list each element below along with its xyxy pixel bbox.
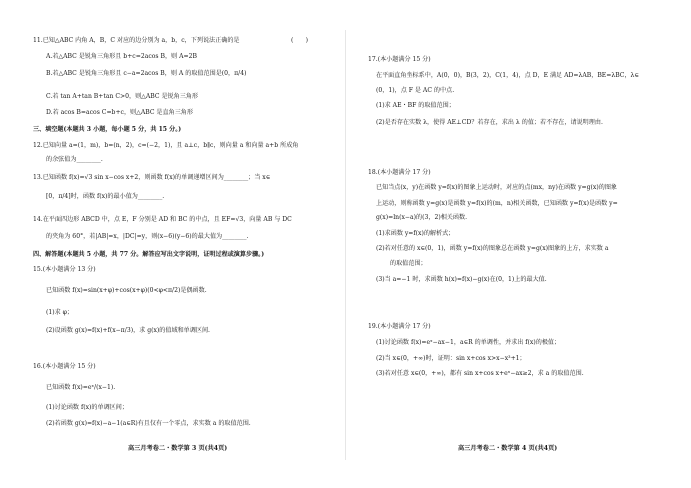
- section-3-heading: 三、填空题(本题共 3 小题，每小题 5 分，共 15 分。): [33, 126, 182, 133]
- q15-line-2: (1)求 φ；: [46, 309, 74, 316]
- q18-line-4: (1)求函数 y=f(x)的解析式；: [376, 230, 455, 237]
- q11-stem: 11.已知△ABC 内角 A，B，C 对应的边分别为 a，b，c，下列说法正确的是: [33, 37, 240, 44]
- q11-option-c: C.若 tan A+tan B+tan C>0，则△ABC 是锐角三角形: [46, 93, 199, 100]
- q18-line-6: 的取值范围；: [390, 260, 427, 267]
- q11-option-b: B.若△ABC 是锐角三角形且 c−a=2acos B，则 A 的取值范围是(0，π/4): [46, 70, 247, 77]
- page-3-footer: 高三月考卷二・数学第 3 页(共4页): [128, 445, 228, 452]
- q19-line-2: (2)当 x∈(0，+∞)时，证明：sin x+cos x>x−x³+1；: [376, 355, 526, 362]
- q17-line-3: (1)求 AE・BF 的取值范围；: [376, 102, 455, 109]
- q14-line-2: 的夹角为 60°，若|AB|=x，|DC|=y，则(x−6)(y−6)的最大值为________.: [46, 233, 249, 240]
- q15-line-3: (2)设函数 g(x)=f(x)+f(x−π/3)，求 g(x)的值域和单调区间.: [46, 327, 210, 334]
- q16-line-1: 已知函数 f(x)=eˣ/(x−1).: [46, 384, 116, 391]
- q18-line-2: 上运动，则称函数 y=g(x)是函数 y=f(x)的(m，n)相关函数，已知函数 y=f(x)是函数 y=: [376, 200, 618, 207]
- q18-line-1: 已知当点(x，y)在函数 y=f(x)的图象上运动时，对应的点(mx，ny)在函数 y=g(x)的图象: [376, 184, 618, 191]
- q18-line-3: g(x)=ln(x−a)的(3，2)相关函数.: [376, 214, 468, 221]
- q12-line-2: 的余弦值为________.: [46, 156, 103, 163]
- q14-line-1: 14.在平面四边形 ABCD 中，点 E，F 分别是 AD 和 BC 的中点，且 EF=√3，向量 AB 与 DC: [33, 216, 292, 223]
- q16-line-2: (1)讨论函数 f(x)的单调区间；: [46, 404, 128, 411]
- q13-line-1: 13.已知函数 f(x)=√3 sin x−cos x+2，则函数 f(x)的单调递增区间为________；当 x∈: [33, 174, 271, 181]
- q12-line-1: 12.已知向量 a=(1，m)，b=(n，2)，c=(−2，1)，且 a⊥c，b∥c，则向量 a 和向量 a+b 所成角: [33, 142, 299, 149]
- q16-line-3: (2)若函数 g(x)=f(x)−a−1(a∈R)有且仅有一个零点，求实数 a 的取值范围.: [46, 420, 251, 427]
- q19-line-1: (1)讨论函数 f(x)=eˣ−ax−1，a∈R 的单调性，并求出 f(x)的极值；: [376, 339, 561, 346]
- q18-heading: 18.(本小题满分 17 分): [368, 169, 431, 176]
- q13-line-2: [0，π/4]时，函数 f(x)的最小值为________.: [46, 193, 165, 200]
- q11-option-a: A.若△ABC 是锐角三角形且 b+c=2acos B，则 A=2B: [46, 53, 197, 60]
- page-divider: [345, 30, 346, 460]
- q17-line-1: 在平面直角坐标系中，A(0，0)，B(3，2)，C(1，4)，点 D，E 满足 AD=λAB，BE=λBC，λ∈: [376, 72, 639, 79]
- q18-line-5: (2)若对任意的 x∈(0，1)，函数 y=f(x)的图象总在函数 y=g(x)图象的上方，求实数 a: [376, 245, 609, 252]
- q19-heading: 19.(本小题满分 17 分): [368, 323, 431, 330]
- q19-line-3: (3)若对任意 x∈(0，+∞)，都有 sin x+cos x+eˣ−ax≥2，求 a 的取值范围.: [376, 370, 584, 377]
- q11-option-d: D.若 acos B=acos C=b+c，则△ABC 是直角三角形: [46, 109, 193, 116]
- page-4-footer: 高三月考卷二・数学第 4 页(共4页): [458, 445, 558, 452]
- q11-answer-paren: ( ): [291, 37, 308, 44]
- section-4-heading: 四、解答题(本题共 5 小题，共 77 分。解答应写出文字说明，证明过程或演算步骤。): [33, 251, 265, 258]
- q17-line-4: (2)是否存在实数 λ，使得 AE⊥CD？若存在，求出 λ 的值；若不存在，请说明理由.: [376, 119, 603, 126]
- q15-line-1: 已知函数 f(x)=sin(x+φ)+cos(x+φ)(0<φ<π/2)是偶函数.: [46, 287, 207, 294]
- q17-heading: 17.(本小题满分 15 分): [368, 56, 431, 63]
- q18-line-7: (3)当 a=−1 时，求函数 h(x)=f(x)−g(x)在(0，1)上的最大值.: [376, 276, 547, 283]
- q16-heading: 16.(本小题满分 15 分): [33, 363, 96, 370]
- q15-heading: 15.(本小题满分 13 分): [33, 266, 96, 273]
- q17-line-2: (0，1)，点 F 是 AC 的中点.: [376, 87, 455, 94]
